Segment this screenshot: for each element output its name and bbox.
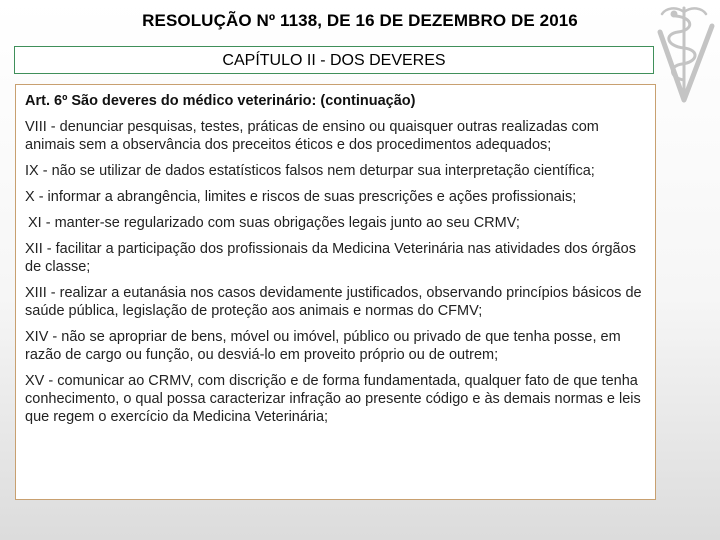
article-item-xv: XV - comunicar ao CRMV, com discrição e de forma fundamentada, qualquer fato de que tenha conhecimento, o qual possa caracterizar infração ao presente código e às demais normas e leis que regem o exercício da Medicina Veterinária;	[25, 373, 641, 425]
article-item-xiv: XIV - não se apropriar de bens, móvel ou imóvel, público ou privado de que tenha posse, em razão de cargo ou função, ou desviá-lo em proveito próprio ou de outrem;	[25, 329, 621, 363]
article-content-box	[15, 84, 656, 500]
article-item-xii: XII - facilitar a participação dos profissionais da Medicina Veterinária nas atividades dos órgãos de classe;	[25, 241, 636, 275]
article-heading: Art. 6º São deveres do médico veterinário: (continuação)	[25, 93, 416, 109]
article-item-xi: XI - manter-se regularizado com suas obrigações legais junto ao seu CRMV;	[28, 215, 520, 231]
article-item-xiii: XIII - realizar a eutanásia nos casos devidamente justificados, observando princípios básicos de saúde pública, legislação de proteção aos animais e normas do CFMV;	[25, 285, 642, 319]
chapter-title: CAPÍTULO II - DOS DEVERES	[222, 52, 446, 69]
article-item-x: X - informar a abrangência, limites e riscos de suas prescrições e ações profissionais;	[25, 189, 577, 205]
chapter-header-box	[14, 46, 654, 74]
document-title: RESOLUÇÃO Nº 1138, DE 16 DE DEZEMBRO DE 2016	[142, 11, 578, 30]
veterinary-logo-icon	[654, 2, 718, 106]
article-item-ix: IX - não se utilizar de dados estatísticos falsos nem deturpar sua interpretação científica;	[25, 163, 595, 179]
article-item-viii: VIII - denunciar pesquisas, testes, práticas de ensino ou quaisquer outras realizadas com animais sem a observância dos preceitos éticos e dos procedimentos adequados;	[25, 119, 599, 153]
